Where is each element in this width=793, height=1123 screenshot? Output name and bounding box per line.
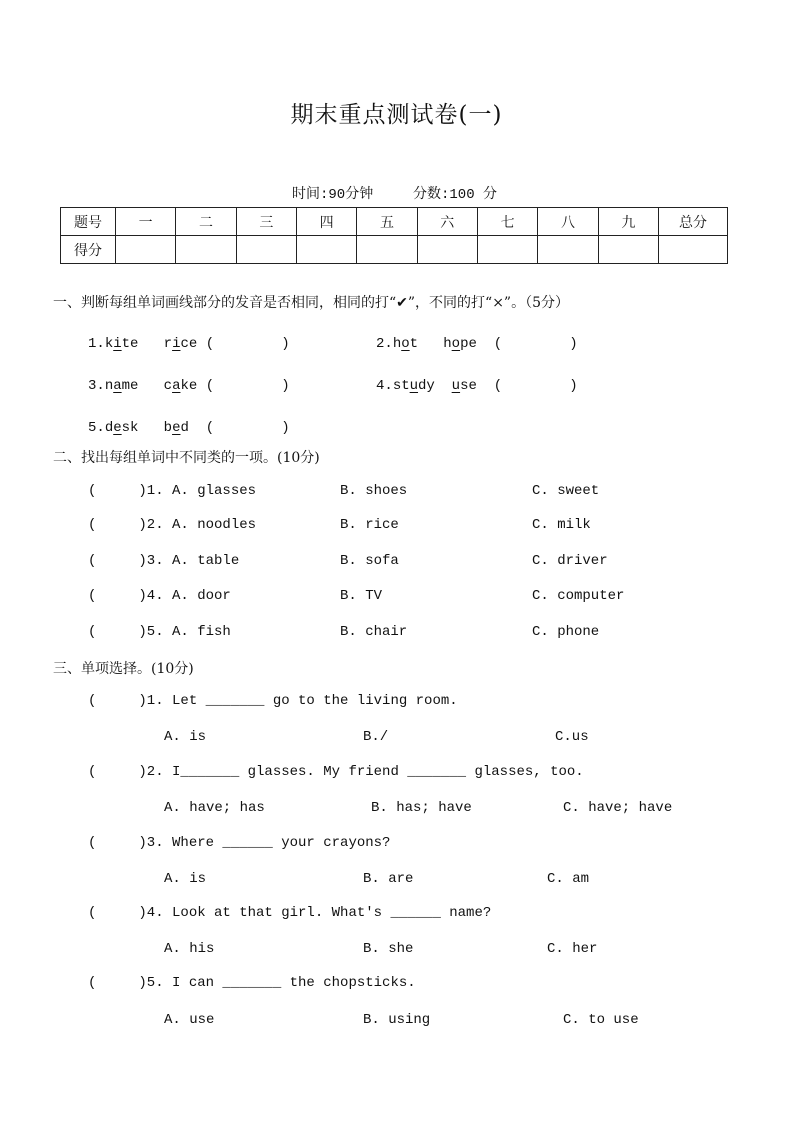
section2-option-c: C. driver xyxy=(532,553,608,569)
section2-option-b: B. TV xyxy=(340,588,383,604)
section3-question-4: ( )4. Look at that girl. What's ______ name? xyxy=(88,905,492,921)
page-title: 期末重点测试卷(一) xyxy=(290,102,503,128)
score-cell[interactable] xyxy=(538,236,598,264)
section2-row-2: ( )2. A. noodles xyxy=(88,517,257,533)
section2-row-4: ( )4. A. door xyxy=(88,588,231,604)
section2-row-5: ( )5. A. fish xyxy=(88,624,231,640)
section2-option-c: C. milk xyxy=(532,517,591,533)
section1-item-2 xyxy=(376,336,578,352)
score-table xyxy=(60,207,728,264)
score-cell[interactable] xyxy=(236,236,296,264)
section1-item-1 xyxy=(88,336,290,352)
score-header-cell: 三 xyxy=(236,208,296,236)
section2-option-b: B. chair xyxy=(340,624,408,640)
section1-item-5 xyxy=(88,420,290,436)
score-header-cell: 八 xyxy=(538,208,598,236)
word-part: sk xyxy=(121,420,139,436)
word-part: te xyxy=(121,336,139,352)
word-part: r xyxy=(163,336,173,352)
section3-option-a: A. use xyxy=(164,1012,215,1028)
section3-option-a: A. is xyxy=(164,871,207,887)
score-cell[interactable] xyxy=(357,236,417,264)
answer-blank[interactable]: ( ) xyxy=(205,336,290,352)
section3-question-2: ( )2. I_______ glasses. My friend _______ glasses, too. xyxy=(88,764,584,780)
section3-option-a: A. is xyxy=(164,729,207,745)
word-part: d xyxy=(180,420,189,436)
underlined-letter: i xyxy=(172,336,181,352)
score-header-cell: 六 xyxy=(417,208,477,236)
section2-option-b: B. rice xyxy=(340,517,399,533)
section3-option-b: B. using xyxy=(363,1012,431,1028)
word-part: se xyxy=(460,378,477,394)
score-header-cell: 四 xyxy=(296,208,356,236)
section2-option-b: B. sofa xyxy=(340,553,399,569)
word-part: c xyxy=(163,378,173,394)
score-cell[interactable] xyxy=(659,236,728,264)
word-part: ke xyxy=(180,378,198,394)
underlined-letter: o xyxy=(401,336,410,352)
section2-row-3: ( )3. A. table xyxy=(88,553,240,569)
word-part: h xyxy=(392,336,402,352)
score-cell[interactable] xyxy=(598,236,658,264)
section3-option-c: C.us xyxy=(555,729,589,745)
score-header-cell: 二 xyxy=(176,208,236,236)
section2-row-1: ( )1. A. glasses xyxy=(88,483,257,499)
word-part: st xyxy=(392,378,410,394)
section3-heading: 三、单项选择。(10分) xyxy=(53,661,194,677)
underlined-letter: a xyxy=(113,378,122,394)
section3-question-5: ( )5. I can _______ the chopsticks. xyxy=(88,975,416,991)
answer-blank[interactable]: ( ) xyxy=(493,378,578,394)
score-cell[interactable] xyxy=(176,236,236,264)
section3-option-c: C. have; have xyxy=(563,800,673,816)
section3-option-b: B. are xyxy=(363,871,414,887)
section3-option-b: B. has; have xyxy=(371,800,472,816)
score-table-score-row xyxy=(61,236,728,264)
section3-option-b: B. she xyxy=(363,941,414,957)
score-header-cell: 五 xyxy=(357,208,417,236)
underlined-letter: a xyxy=(172,378,181,394)
item-number: 2. xyxy=(376,336,393,352)
section1-heading: 一、判断每组单词画线部分的发音是否相同，相同的打“✔”，不同的打“×”。（5分） xyxy=(53,295,569,311)
word-part: h xyxy=(443,336,452,352)
section2-option-b: B. shoes xyxy=(340,483,408,499)
word-part: n xyxy=(104,378,114,394)
exam-time: 时间:90分钟 xyxy=(292,187,374,203)
answer-blank[interactable]: ( ) xyxy=(205,420,290,436)
word-part: ce xyxy=(180,336,198,352)
section3-option-c: C. to use xyxy=(563,1012,639,1028)
score-row-label: 得分 xyxy=(61,236,116,264)
section3-option-c: C. am xyxy=(547,871,590,887)
word-part: me xyxy=(121,378,139,394)
score-header-cell: 总分 xyxy=(659,208,728,236)
section1-item-3 xyxy=(88,378,290,394)
underlined-letter: e xyxy=(172,420,181,436)
underlined-letter: u xyxy=(409,378,419,394)
section3-option-c: C. her xyxy=(547,941,598,957)
underlined-letter: e xyxy=(113,420,122,436)
section3-option-a: A. his xyxy=(164,941,215,957)
section1-item-4 xyxy=(376,378,578,394)
section2-option-c: C. sweet xyxy=(532,483,600,499)
score-table-header-row xyxy=(61,208,728,236)
item-number: 5. xyxy=(88,420,105,436)
underlined-letter: i xyxy=(113,336,122,352)
word-part: k xyxy=(104,336,114,352)
answer-blank[interactable]: ( ) xyxy=(205,378,290,394)
word-part: t xyxy=(409,336,419,352)
word-part: pe xyxy=(460,336,477,352)
section2-option-c: C. computer xyxy=(532,588,625,604)
item-number: 4. xyxy=(376,378,393,394)
word-part: dy xyxy=(418,378,435,394)
score-header-cell: 题号 xyxy=(61,208,116,236)
section3-question-3: ( )3. Where ______ your crayons? xyxy=(88,835,391,851)
score-header-cell: 一 xyxy=(116,208,176,236)
underlined-letter: o xyxy=(451,336,461,352)
section3-question-1: ( )1. Let _______ go to the living room. xyxy=(88,693,458,709)
score-cell[interactable] xyxy=(296,236,356,264)
item-number: 3. xyxy=(88,378,105,394)
section3-option-b: B./ xyxy=(363,729,389,745)
underlined-letter: u xyxy=(451,378,461,394)
answer-blank[interactable]: ( ) xyxy=(493,336,578,352)
section2-heading: 二、找出每组单词中不同类的一项。(10分) xyxy=(53,450,320,466)
score-cell[interactable] xyxy=(116,236,176,264)
section3-option-a: A. have; has xyxy=(164,800,265,816)
score-header-cell: 七 xyxy=(477,208,537,236)
score-cell[interactable] xyxy=(417,236,477,264)
word-part: d xyxy=(104,420,114,436)
score-header-cell: 九 xyxy=(598,208,658,236)
item-number: 1. xyxy=(88,336,105,352)
score-cell[interactable] xyxy=(477,236,537,264)
exam-total-score: 分数:100 分 xyxy=(413,187,498,203)
word-part: b xyxy=(163,420,173,436)
section2-option-c: C. phone xyxy=(532,624,600,640)
